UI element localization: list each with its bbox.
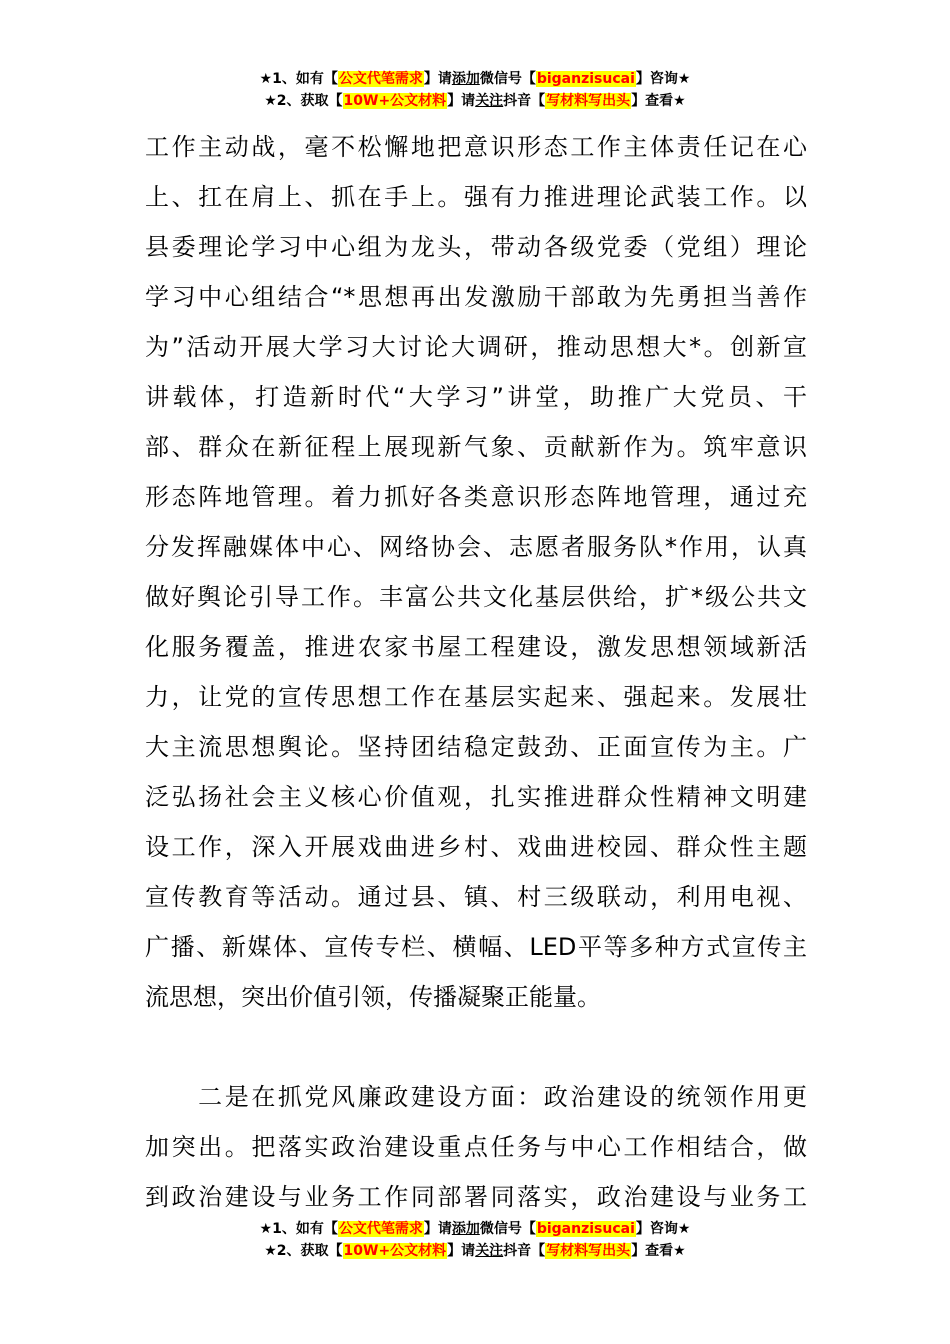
text-line: 工作主动战，毫不松懈地把意识形态工作主体责任记在心 <box>145 133 807 161</box>
text-line: 分发挥融媒体中心、网络协会、志愿者服务队*作用，认真 <box>145 533 807 561</box>
text-line: 讲载体，打造新时代“大学习”讲堂，助推广大党员、干 <box>145 383 807 411</box>
promo-prefix: ★1、如有【 <box>259 71 338 87</box>
promo-text: 】请 <box>447 93 476 109</box>
bottom-promo-line-1 <box>0 1218 950 1240</box>
text-line: 到政治建设与业务工作同部署同落实，政治建设与业务工 <box>145 1183 807 1211</box>
text-line: 做好舆论引导工作。丰富公共文化基层供给，扩*级公共文 <box>145 583 807 611</box>
text-line: 广播、新媒体、宣传专栏、横幅、LED平等多种方式宣传主 <box>145 933 807 961</box>
bottom-promo-line-2 <box>0 1240 950 1262</box>
promo-text: 】请 <box>423 71 452 87</box>
text-line: 大主流思想舆论。坚持团结稳定鼓劲、正面宣传为主。广 <box>145 733 807 761</box>
promo-text: 抖音【 <box>503 93 546 109</box>
top-promo-banner <box>0 68 950 112</box>
promo-text: 】请 <box>423 1221 452 1237</box>
promo-highlight: 10W+公文材料 <box>343 1243 447 1259</box>
promo-underlined: 关注 <box>475 1243 504 1259</box>
text-line: 部、群众在新征程上展现新气象、贡献新作为。筑牢意识 <box>145 433 807 461</box>
promo-text: 微信号【 <box>479 71 536 87</box>
promo-text: 抖音【 <box>503 1243 546 1259</box>
text-line: 县委理论学习中心组为龙头，带动各级党委（党组）理论 <box>145 233 807 261</box>
text-line: 设工作，深入开展戏曲进乡村、戏曲进校园、群众性主题 <box>145 833 807 861</box>
text-line: 宣传教育等活动。通过县、镇、村三级联动，利用电视、 <box>145 883 807 911</box>
text-line: 学习中心组结合“*思想再出发激励干部敢为先勇担当善作 <box>145 283 807 311</box>
text-line: 化服务覆盖，推进农家书屋工程建设，激发思想领域新活 <box>145 633 807 661</box>
promo-suffix: 】咨询★ <box>635 1221 691 1237</box>
promo-douyin-id: 写材料写出头 <box>546 93 631 109</box>
text-line: 加突出。把落实政治建设重点任务与中心工作相结合，做 <box>145 1133 807 1161</box>
promo-suffix: 】咨询★ <box>635 71 691 87</box>
promo-highlight: 公文代笔需求 <box>338 1221 423 1237</box>
promo-suffix: 】查看★ <box>631 93 686 109</box>
promo-prefix: ★2、获取【 <box>264 1243 343 1259</box>
promo-underlined: 添加 <box>451 1221 480 1237</box>
promo-text: 微信号【 <box>479 1221 536 1237</box>
promo-highlight: 公文代笔需求 <box>338 71 423 87</box>
text-line: 为”活动开展大学习大讨论大调研，推动思想大*。创新宣 <box>145 333 807 361</box>
top-promo-line-2 <box>0 90 950 112</box>
top-promo-line-1 <box>0 68 950 90</box>
paragraph-gap <box>145 1022 807 1072</box>
promo-wechat-id: biganzisucai <box>536 71 635 87</box>
text-line: 泛弘扬社会主义核心价值观，扎实推进群众性精神文明建 <box>145 783 807 811</box>
promo-underlined: 添加 <box>451 71 480 87</box>
promo-douyin-id: 写材料写出头 <box>546 1243 631 1259</box>
promo-highlight: 10W+公文材料 <box>343 93 447 109</box>
bottom-promo-banner <box>0 1218 950 1262</box>
text-line: 力，让党的宣传思想工作在基层实起来、强起来。发展壮 <box>145 683 807 711</box>
text-line: 上、扛在肩上、抓在手上。强有力推进理论武装工作。以 <box>145 183 807 211</box>
promo-text: 】请 <box>447 1243 476 1259</box>
text-line: 流思想，突出价值引领，传播凝聚正能量。 <box>145 983 601 1011</box>
promo-suffix: 】查看★ <box>631 1243 686 1259</box>
promo-wechat-id: biganzisucai <box>536 1221 635 1237</box>
paragraph-1 <box>145 122 807 1022</box>
paragraph-2 <box>145 1072 807 1222</box>
promo-underlined: 关注 <box>475 93 504 109</box>
promo-prefix: ★1、如有【 <box>259 1221 338 1237</box>
document-body <box>145 122 807 1222</box>
promo-prefix: ★2、获取【 <box>264 93 343 109</box>
text-line: 二是在抓党风廉政建设方面：政治建设的统领作用更 <box>145 1083 807 1111</box>
text-line: 形态阵地管理。着力抓好各类意识形态阵地管理，通过充 <box>145 483 807 511</box>
